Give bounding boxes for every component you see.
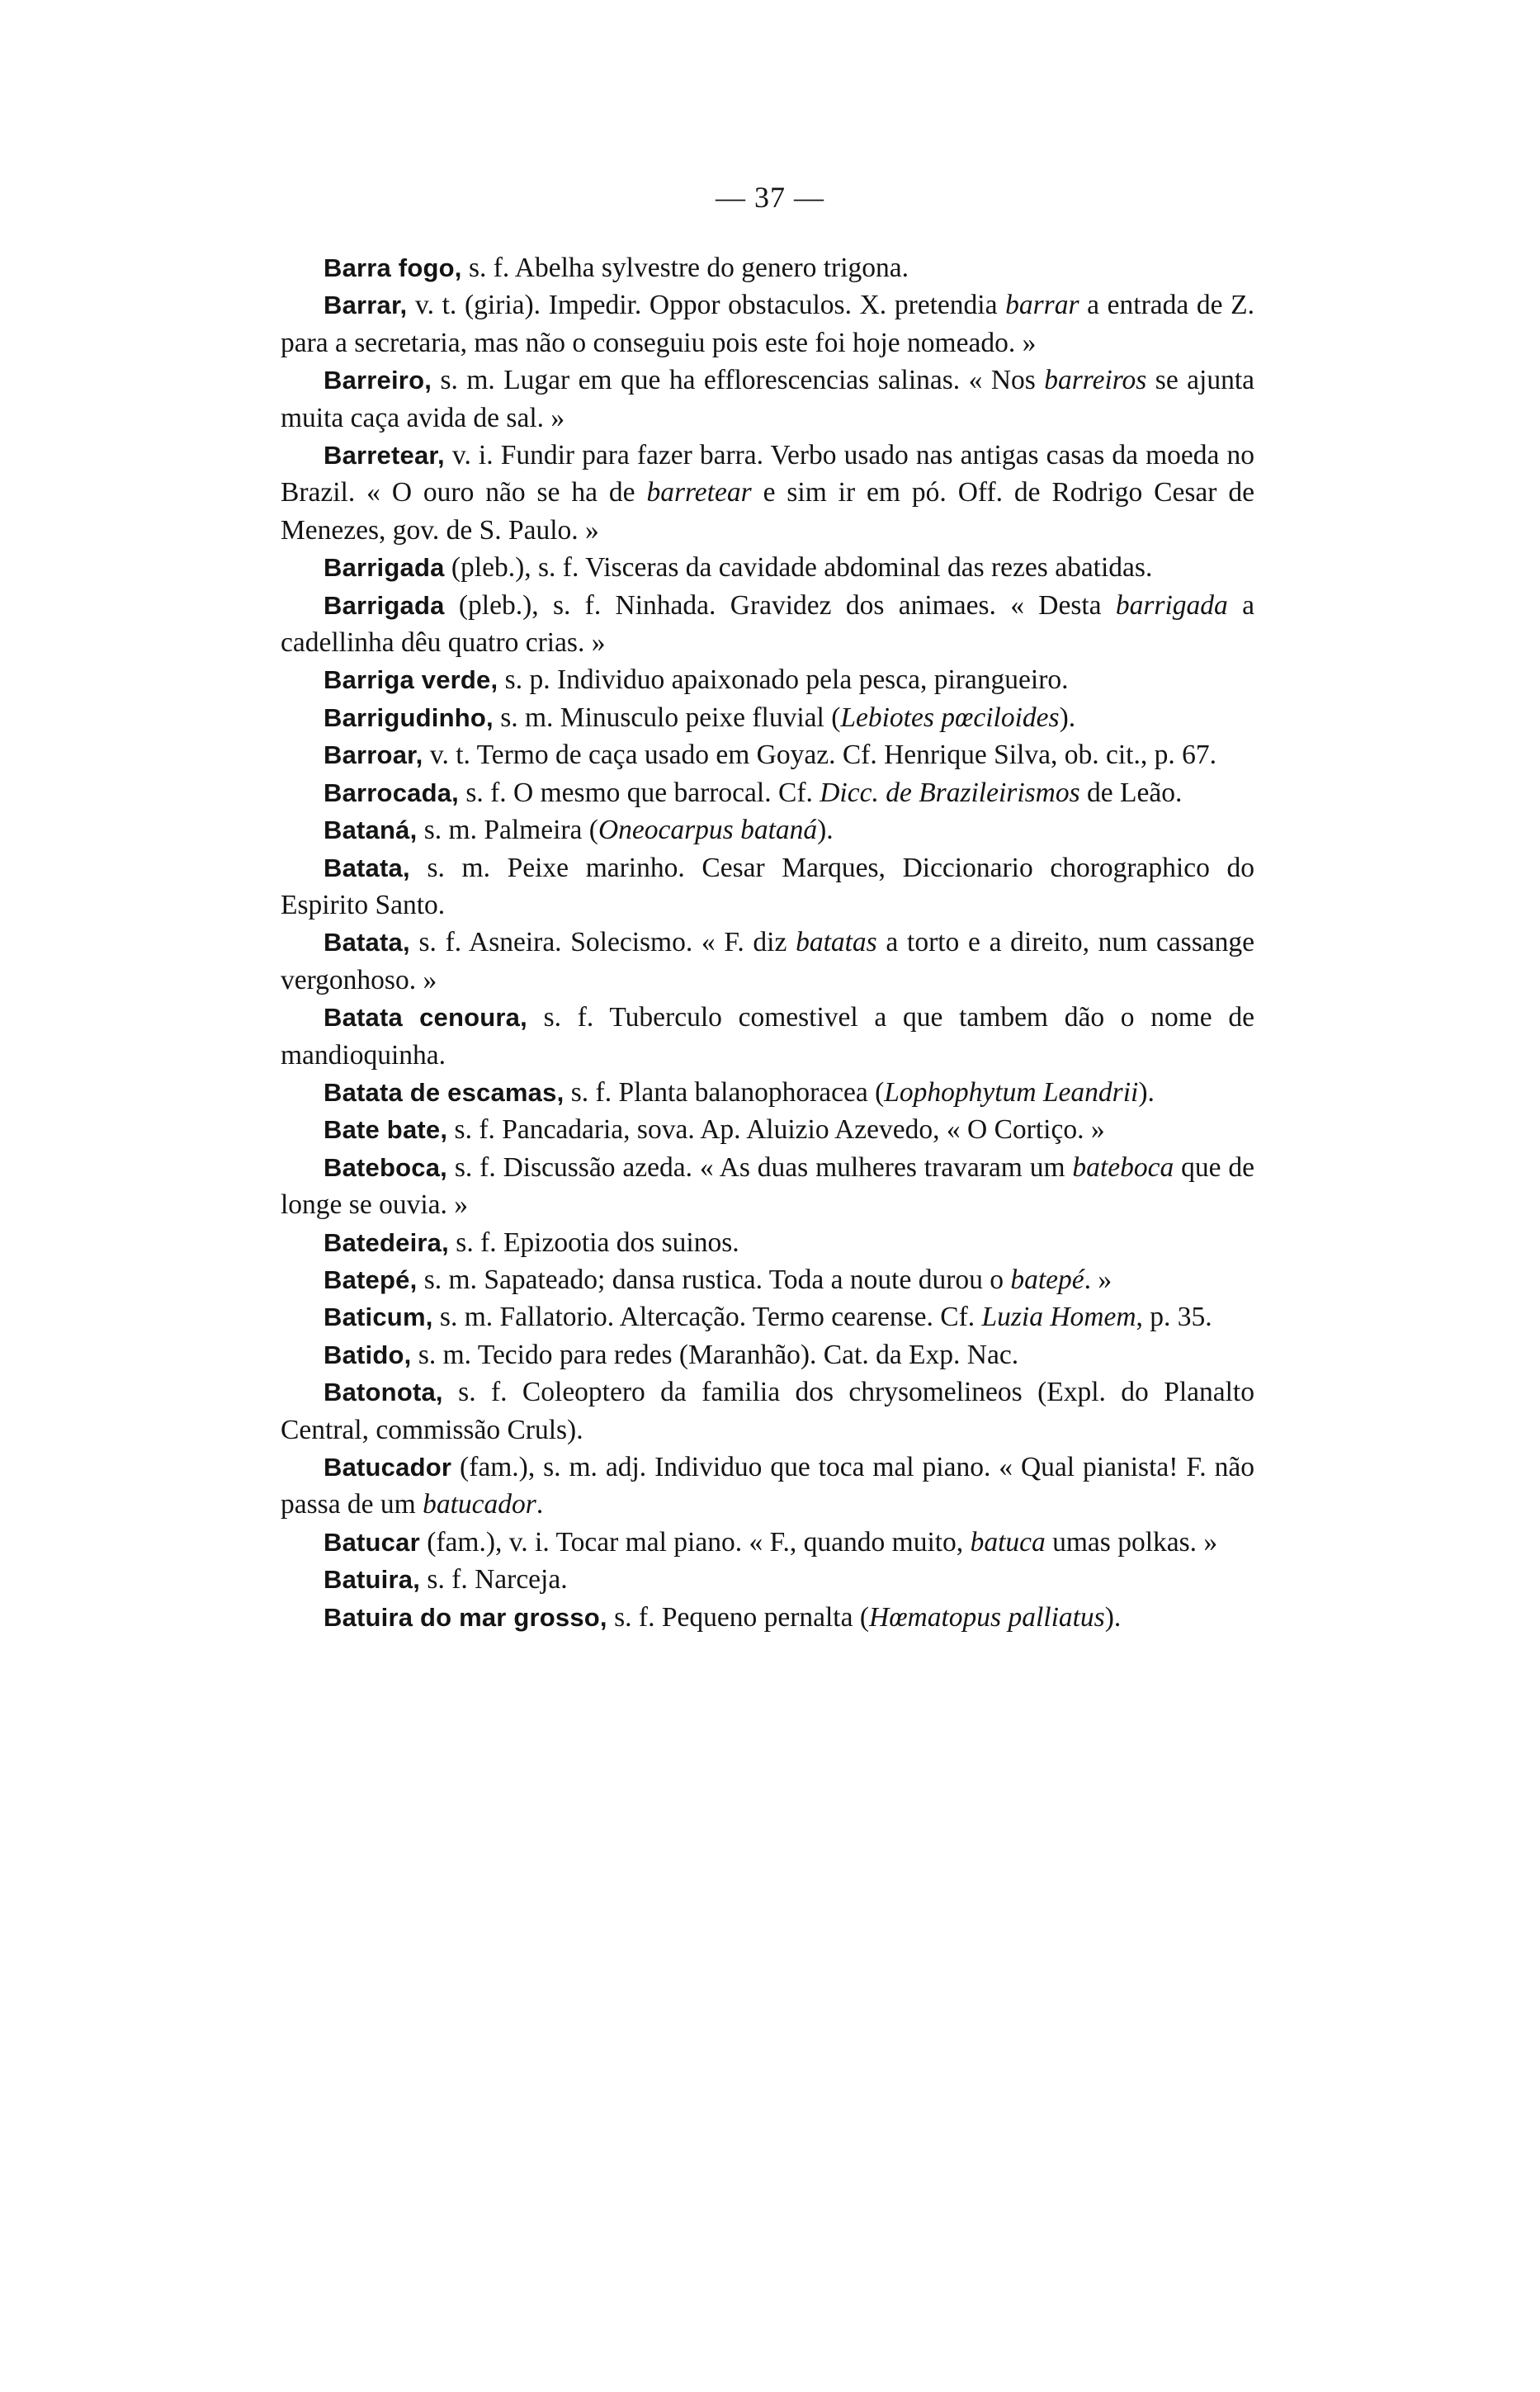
entry-text: s. m. Palmeira ( (417, 815, 598, 846)
entry-headword: Barreiro, (324, 366, 432, 395)
dictionary-entry (281, 1524, 1254, 1561)
entry-headword: Barrigada (324, 590, 445, 620)
entry-italic-text: Lebiotes pœciloides (840, 702, 1060, 733)
entry-headword: Batucar (324, 1527, 420, 1557)
entry-text: (pleb.), s. f. Visceras da cavidade abdominal das rezes abatidas. (444, 552, 1153, 584)
dictionary-entry (281, 549, 1254, 586)
dictionary-entry (281, 286, 1254, 362)
entry-headword: Barrocada, (324, 778, 459, 807)
entry-text: (pleb.), s. f. Ninhada. Gravidez dos animaes. « Desta (444, 589, 1116, 621)
entry-text: s. f. Narceja. (420, 1564, 568, 1595)
entry-headword: Bateboca, (324, 1152, 447, 1182)
entry-text: s. f. Pequeno pernalta ( (607, 1601, 869, 1633)
dictionary-entry (281, 1261, 1254, 1298)
entry-text: e sim ir em pó. Off. de Rodrigo Cesar de Menezes, gov. de S. Paulo. » (281, 477, 1254, 546)
dictionary-entry (281, 1336, 1254, 1373)
entry-text: ). (1138, 1076, 1155, 1108)
entry-text: s. m. Lugar em que ha efflorescencias salinas. « Nos (432, 365, 1045, 396)
dictionary-entry (281, 1599, 1254, 1636)
entry-text: , p. 35. (1136, 1302, 1212, 1333)
entry-italic-text: bateboca (1072, 1151, 1174, 1183)
dictionary-entry (281, 587, 1254, 662)
entry-italic-text: batucador (423, 1489, 536, 1520)
entry-text: s. f. Discussão azeda. « As duas mulheres travaram um (446, 1151, 1073, 1183)
dictionary-entry (281, 924, 1254, 999)
dictionary-entry (281, 1111, 1254, 1148)
entry-text: . (536, 1489, 544, 1520)
entry-text: v. i. Fundir para fazer barra. Verbo usado nas antigas casas da moeda no Brazil. « O ouro não se ha de (281, 440, 1254, 508)
dictionary-entry (281, 736, 1254, 773)
dictionary-entry (281, 1373, 1254, 1449)
dictionary-entry (281, 1224, 1254, 1261)
entry-italic-text: barretear (646, 477, 752, 508)
entry-headword: Barrar, (324, 291, 408, 320)
dictionary-entry (281, 699, 1254, 736)
dictionary-entry (281, 999, 1254, 1074)
entry-text: s. m. Fallatorio. Altercação. Termo cearense. Cf. (432, 1302, 982, 1333)
entry-headword: Batuira do mar grosso, (324, 1602, 607, 1632)
entry-text: s. f. Abelha sylvestre do genero trigona. (461, 253, 909, 283)
entry-text: ). (1059, 702, 1076, 733)
entry-headword: Batata de escamas, (324, 1077, 565, 1107)
entry-text: a entrada de Z. para a secretaria, mas não o conseguiu pois este foi hoje nomeado. » (281, 290, 1255, 358)
entry-headword: Batuira, (324, 1565, 421, 1595)
dictionary-entry (281, 661, 1254, 698)
dictionary-entries (281, 249, 1254, 1636)
entry-headword: Bataná, (324, 815, 418, 845)
dictionary-entry (281, 249, 1254, 286)
entry-text: s. f. Pancadaria, sova. Ap. Aluizio Azevedo, « O Cortiço. » (447, 1114, 1105, 1146)
entry-text: (fam.), s. m. adj. Individuo que toca mal piano. « Qual pianista! F. não passa de um (281, 1452, 1254, 1520)
entry-text: . » (1084, 1264, 1112, 1295)
entry-italic-text: batepé (1010, 1264, 1084, 1295)
dictionary-entry (281, 1298, 1254, 1335)
entry-text: a cadellinha dêu quatro crias. » (281, 589, 1254, 659)
entry-text: umas polkas. » (1045, 1526, 1218, 1558)
dictionary-entry (281, 1561, 1254, 1598)
entry-headword: Batata cenoura, (324, 1003, 527, 1033)
entry-italic-text: Oneocarpus bataná (598, 815, 818, 846)
entry-headword: Barroar, (324, 740, 423, 770)
dictionary-entry (281, 1074, 1254, 1111)
entry-headword: Baticum, (324, 1302, 433, 1332)
entry-italic-text: barrar (1005, 290, 1079, 321)
entry-italic-text: batuca (970, 1526, 1046, 1558)
entry-text: s. m. Peixe marinho. Cesar Marques, Diccionario chorographico do Espirito Santo. (281, 852, 1254, 920)
dictionary-entry (281, 362, 1254, 437)
entry-headword: Batepé, (324, 1265, 418, 1294)
entry-headword: Barrigada (324, 553, 445, 583)
entry-italic-text: Lophophytum Leandrii (884, 1076, 1139, 1108)
entry-text: v. t. Termo de caça usado em Goyaz. Cf. Henrique Silva, ob. cit., p. 67. (423, 740, 1216, 771)
entry-headword: Barriga verde, (324, 665, 498, 695)
entry-italic-text: Dicc. de Brazileirismos (820, 777, 1080, 808)
entry-text: (fam.), v. i. Tocar mal piano. « F., quando muito, (419, 1526, 971, 1558)
entry-text: s. m. Tecido para redes (Maranhão). Cat. da Exp. Nac. (411, 1339, 1019, 1370)
entry-headword: Barretear, (324, 441, 445, 470)
entry-text: de Leão. (1079, 777, 1183, 808)
entry-headword: Batonota, (324, 1378, 443, 1407)
entry-text: s. f. Asneira. Solecismo. « F. diz (409, 927, 796, 958)
entry-text: a torto e a direito, num cassange vergonhoso. » (281, 927, 1254, 995)
entry-text: s. f. Tuberculo comestivel a que tambem dão o nome de mandioquinha. (281, 1002, 1255, 1071)
dictionary-entry (281, 1449, 1254, 1524)
entry-text: s. m. Minusculo peixe fluvial ( (493, 702, 841, 733)
entry-text: s. f. Planta balanophoracea ( (564, 1076, 885, 1108)
dictionary-entry (281, 774, 1254, 811)
entry-italic-text: barrigada (1115, 589, 1228, 621)
entry-italic-text: barreiros (1044, 365, 1147, 396)
entry-text: v. t. (giria). Impedir. Oppor obstaculos. X. pretendia (407, 290, 1006, 321)
entry-text: que de longe se ouvia. » (281, 1151, 1254, 1221)
entry-headword: Batata, (324, 928, 410, 957)
entry-headword: Batedeira, (324, 1227, 449, 1257)
entry-text: se ajunta muita caça avida de sal. » (281, 365, 1254, 433)
entry-text: ). (1104, 1601, 1122, 1633)
entry-headword: Batucador (324, 1453, 452, 1482)
entry-headword: Bate bate, (324, 1115, 448, 1145)
entry-italic-text: batatas (796, 927, 877, 958)
dictionary-entry (281, 811, 1254, 849)
entry-headword: Batido, (324, 1340, 412, 1369)
entry-text: s. f. Epizootia dos suinos. (448, 1227, 739, 1258)
entry-headword: Batata, (324, 853, 410, 882)
entry-text: s. m. Sapateado; dansa rustica. Toda a noute durou o (417, 1264, 1011, 1295)
entry-headword: Barra fogo, (324, 253, 462, 282)
entry-text: s. f. Coleoptero da familia dos chrysomelineos (Expl. do Planalto Central, commissão Cruls). (281, 1377, 1254, 1445)
entry-text: s. f. O mesmo que barrocal. Cf. (458, 777, 820, 808)
dictionary-entry (281, 437, 1254, 549)
entry-headword: Barrigudinho, (324, 702, 494, 732)
dictionary-entry (281, 849, 1254, 924)
entry-italic-text: Hœmatopus palliatus (869, 1601, 1105, 1633)
page-number: — 37 — (716, 181, 824, 214)
entry-italic-text: Luzia Homem (981, 1302, 1136, 1333)
entry-text: s. p. Individuo apaixonado pela pesca, pirangueiro. (498, 664, 1069, 696)
dictionary-entry (281, 1149, 1254, 1224)
entry-text: ). (817, 815, 834, 846)
